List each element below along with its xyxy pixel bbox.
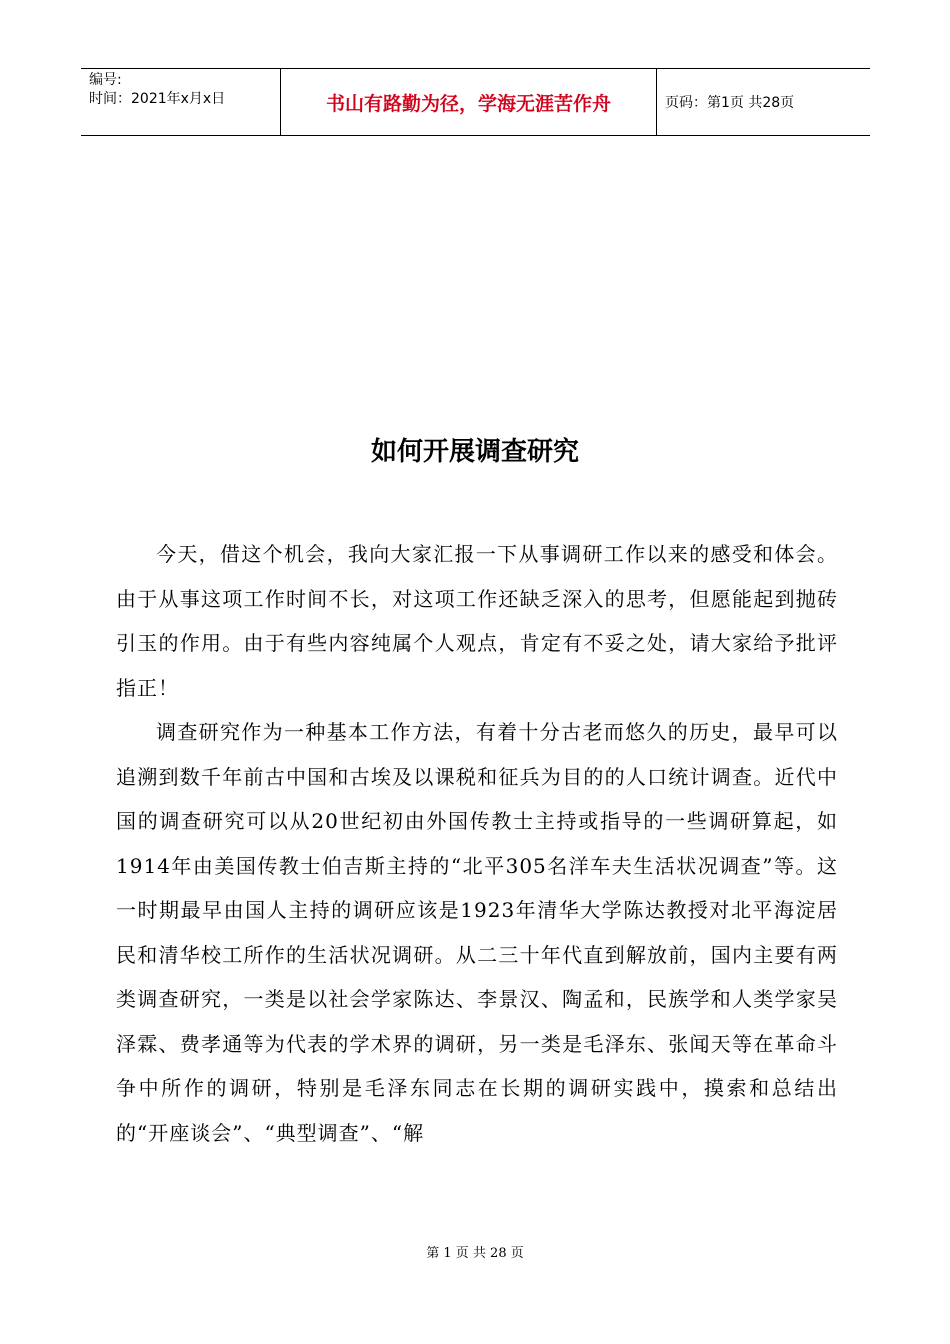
header-page-info: 页码：第1页 共28页 <box>665 95 795 111</box>
page-footer: 第 1 页 共 28 页 <box>426 1246 524 1261</box>
paragraph: 今天，借这个机会，我向大家汇报一下从事调研工作以来的感受和体会。由于从事这项工作时间不长，对这项工作还缺乏深入的思考，但愿能起到抛砖引玉的作用。由于有些内容纯属个人观点，肯定有不妥之处，请大家给予批评指正！ <box>116 542 838 700</box>
paragraph: 调查研究作为一种基本工作方法，有着十分古老而悠久的历史，最早可以追溯到数千年前古中国和古埃及以课税和征兵为目的的人口统计调查。近代中国的调查研究可以从20世纪初由外国传教士主持或指导的一些调研算起，如1914年由美国传教士伯吉斯主持的“北平305名洋车夫生活状况调查”等。这一时期最早由国人主持的调研应该是1923年清华大学陈达教授对北平海淀居民和清华校工所作的生活状况调研。从二三十年代直到解放前，国内主要有两类调查研究，一类是以社会学家陈达、李景汉、陶孟和，民族学和人类学家吴泽霖、费孝通等为代表的学术界的调研，另一类是毛泽东、张闻天等在革命斗争中所作的调研，特别是毛泽东同志在长期的调研实践中，摸索和总结出的“开座谈会”、“典型调查”、“解 <box>116 720 838 1145</box>
document-title: 如何开展调查研究 <box>370 437 579 467</box>
header-motto: 书山有路勤为径，学海无涯苦作舟 <box>281 69 657 135</box>
document-time-label: 时间：2021年x月x日 <box>89 91 226 107</box>
page-header <box>81 68 870 136</box>
document-body <box>116 532 838 1155</box>
document-number-label: 编号: <box>89 72 122 88</box>
header-meta <box>81 69 281 135</box>
